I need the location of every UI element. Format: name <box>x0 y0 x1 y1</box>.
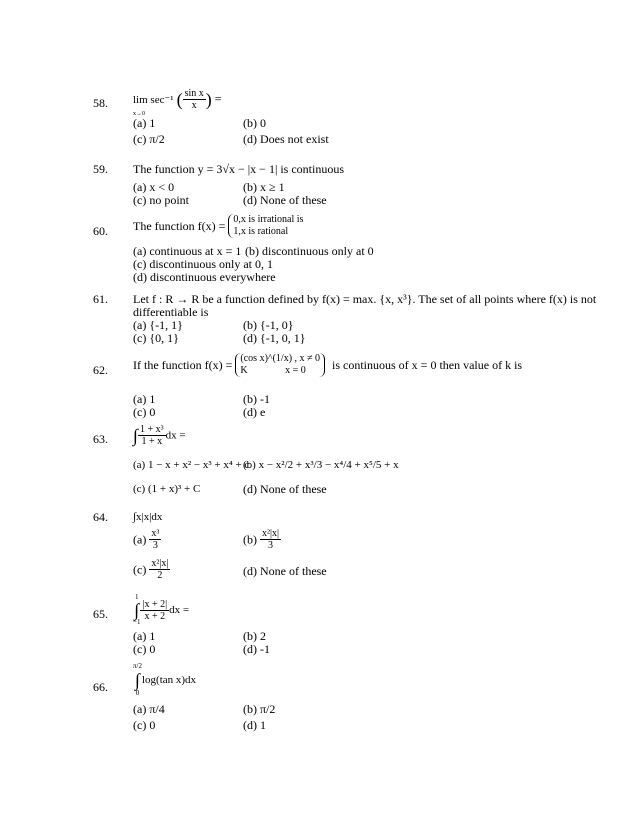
question-number: 63. <box>93 432 108 446</box>
question-stem: The function y = 3√x − |x − 1| is continuous <box>133 162 345 176</box>
option-c-numerator: x²|x| <box>151 558 169 569</box>
question-number: 65. <box>93 607 108 621</box>
option-d[interactable]: (d) 1 <box>243 718 266 732</box>
question-number: 62. <box>93 363 108 377</box>
option-c[interactable]: (c) {0, 1} <box>133 331 179 345</box>
option-d[interactable]: (d) -1 <box>243 642 270 656</box>
case-nonzero: (cos x)^(1/x) , x ≠ 0 <box>240 353 321 364</box>
option-d[interactable]: (d) None of these <box>243 193 327 207</box>
function-label: The function f(x) = <box>133 219 226 233</box>
option-c-denominator: 2 <box>157 570 163 581</box>
option-b[interactable]: (b) 0 <box>243 116 266 130</box>
question-number: 61. <box>93 292 108 306</box>
option-a[interactable]: (a) x < 0 <box>133 180 175 194</box>
differential: dx = <box>165 429 186 442</box>
question-tail: is continuous of x = 0 then value of k is <box>332 358 523 372</box>
integral-limits <box>133 662 142 698</box>
question-number: 64. <box>93 510 108 524</box>
option-a[interactable] <box>133 528 161 551</box>
question-stem: ∫x|x|dx <box>133 511 163 523</box>
case-rational: 1,x is rational <box>233 226 289 237</box>
option-c-label: (c) <box>133 562 147 577</box>
option-b[interactable]: (b) discontinuous only at 0 <box>245 244 374 258</box>
option-d[interactable]: (d) Does not exist <box>243 132 329 146</box>
case-zero: K x = 0 <box>240 365 306 376</box>
option-a-denominator: 3 <box>152 540 158 551</box>
option-d[interactable]: (d) e <box>243 405 266 419</box>
option-b[interactable]: (b) 2 <box>243 629 266 643</box>
limit-subscript: x→0 <box>133 110 145 117</box>
question-stem-line-1: Let f : R → R be a function defined by f(x) = max. {x, x³}. The set of all points where f(x) is not <box>133 292 597 306</box>
question-stem <box>133 214 303 238</box>
option-c[interactable] <box>133 558 170 581</box>
integral-sign: ∫ <box>134 600 140 620</box>
option-d[interactable]: (d) discontinuous everywhere <box>133 270 276 284</box>
integral-limits <box>133 593 140 627</box>
option-a[interactable]: (a) {-1, 1} <box>133 318 183 332</box>
option-a[interactable]: (a) 1 <box>133 116 156 130</box>
question-number: 59. <box>93 162 108 176</box>
equals-sign: = <box>214 91 222 106</box>
option-c[interactable]: (c) π/2 <box>133 132 165 146</box>
integrand: log(tan x)dx <box>141 674 197 686</box>
piecewise-cases <box>235 353 325 377</box>
option-b-numerator: x²|x| <box>262 528 280 539</box>
piecewise-cases <box>228 214 303 238</box>
function-label: If the function f(x) = <box>133 358 233 372</box>
fraction-numerator: sin x <box>184 88 204 99</box>
question-stem <box>133 353 522 377</box>
option-b[interactable]: (b) -1 <box>243 392 270 406</box>
fraction-denominator: x <box>191 100 197 111</box>
option-c[interactable]: (c) discontinuous only at 0, 1 <box>133 257 273 271</box>
option-c[interactable]: (c) 0 <box>133 405 156 419</box>
fraction-denominator: 1 + x <box>141 436 163 447</box>
lower-limit: −1 <box>133 618 141 626</box>
case-irrational: 0,x is irrational is <box>233 214 304 225</box>
fraction-numerator: |x + 2| <box>142 598 168 610</box>
question-stem <box>133 593 189 627</box>
integral-sign: ∫ <box>135 670 140 690</box>
option-b[interactable]: (b) π/2 <box>243 702 276 716</box>
fraction-denominator: x + 2 <box>144 610 166 622</box>
option-a[interactable]: (a) 1 <box>133 629 156 643</box>
option-c[interactable]: (c) 0 <box>133 642 156 656</box>
question-number: 66. <box>93 680 108 694</box>
option-a[interactable]: (a) 1 − x + x² − x³ + x⁴ + c <box>133 459 250 471</box>
option-d[interactable]: (d) None of these <box>243 482 327 496</box>
lower-limit: 0 <box>135 689 140 697</box>
option-b-label: (b) <box>243 532 257 547</box>
differential: dx = <box>169 604 190 616</box>
option-c[interactable]: (c) (1 + x)³ + C <box>133 483 201 495</box>
question-stem-line-2: differentiable is <box>133 305 209 319</box>
option-c[interactable]: (c) 0 <box>133 718 156 732</box>
option-b[interactable]: (b) {-1, 0} <box>243 318 294 332</box>
option-d[interactable]: (d) {-1, 0, 1} <box>243 331 306 345</box>
integral-sign: ∫ <box>133 425 138 446</box>
option-a[interactable]: (a) π/4 <box>133 702 165 716</box>
question-number: 60. <box>93 224 108 238</box>
option-b-denominator: 3 <box>268 540 273 551</box>
upper-limit: π/2 <box>133 662 142 670</box>
question-stem <box>133 662 196 698</box>
option-a-numerator: x³ <box>151 528 160 539</box>
option-c[interactable]: (c) no point <box>133 193 189 207</box>
question-number: 58. <box>93 96 108 110</box>
question-stem <box>133 424 186 447</box>
option-b[interactable]: (b) x ≥ 1 <box>243 180 285 194</box>
option-a-label: (a) <box>133 532 147 547</box>
option-b[interactable] <box>243 528 281 551</box>
limit-expression: lim sec⁻¹ <box>133 93 174 106</box>
option-a[interactable]: (a) 1 <box>133 392 156 406</box>
option-a[interactable]: (a) continuous at x = 1 <box>133 244 242 258</box>
fraction-numerator: 1 + x³ <box>139 424 164 435</box>
option-b[interactable]: (b) x − x²/2 + x³/3 − x⁴/4 + x⁵/5 + x <box>243 459 399 471</box>
option-d[interactable]: (d) None of these <box>243 564 327 578</box>
question-stem: lim sec⁻¹ x→0 ( $\frac{\text{sin x}}{x}$ ) = <box>133 88 222 111</box>
upper-limit: 1 <box>134 593 139 601</box>
